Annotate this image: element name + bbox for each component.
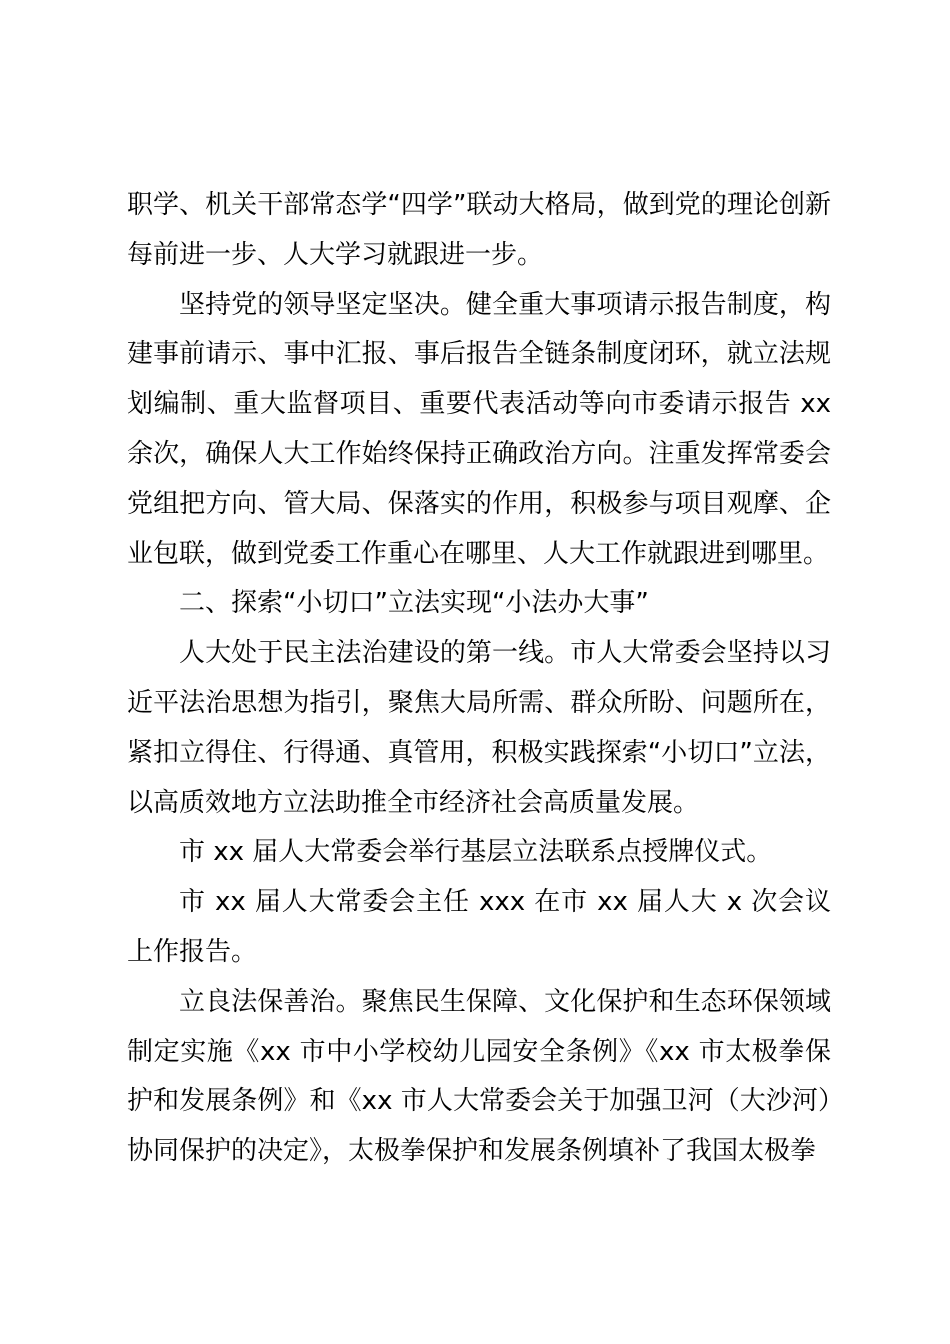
paragraph-good-laws: 立良法保善治。聚焦民生保障、文化保护和生态环保领域制定实施《xx 市中小学校幼儿园安全条例》《xx 市太极拳保护和发展条例》和《xx 市人大常委会关于加强卫河（大沙河）协同保护的决定》，太极拳保护和发展条例填补了我国太极拳 [127,986,831,1167]
section-heading-legislation: 二、探索“小切口”立法实现“小法办大事” [179,588,649,619]
document-body [127,181,831,1177]
photo-caption-report: 市 xx 届人大常委会主任 xxx 在市 xx 届人大 x 次会议上作报告。 [127,887,831,967]
paragraph-rule-of-law: 人大处于民主法治建设的第一线。市人大常委会坚持以习近平法治思想为指引，聚焦大局所需、群众所盼、问题所在，紧扣立得住、行得通、真管用，积极实践探索“小切口”立法，以高质效地方立法助推全市经济社会高质量发展。 [127,638,831,818]
photo-caption-ceremony: 市 xx 届人大常委会举行基层立法联系点授牌仪式。 [179,837,773,868]
paragraph-party-leadership: 坚持党的领导坚定坚决。健全重大事项请示报告制度，构建事前请示、事中汇报、事后报告全链条制度闭环，就立法规划编制、重大监督项目、重要代表活动等向市委请示报告 xx 余次，确保人大工作始终保持正确政治方向。注重发挥常委会党组把方向、管大局、保落实的作用，积极参与项目观摩、企业包联，做到党委工作重心在哪里、人大工作就跟进到哪里。 [127,289,831,569]
paragraph-continuation: 职学、机关干部常态学“四学”联动大格局，做到党的理论创新每前进一步、人大学习就跟进一步。 [127,190,831,270]
